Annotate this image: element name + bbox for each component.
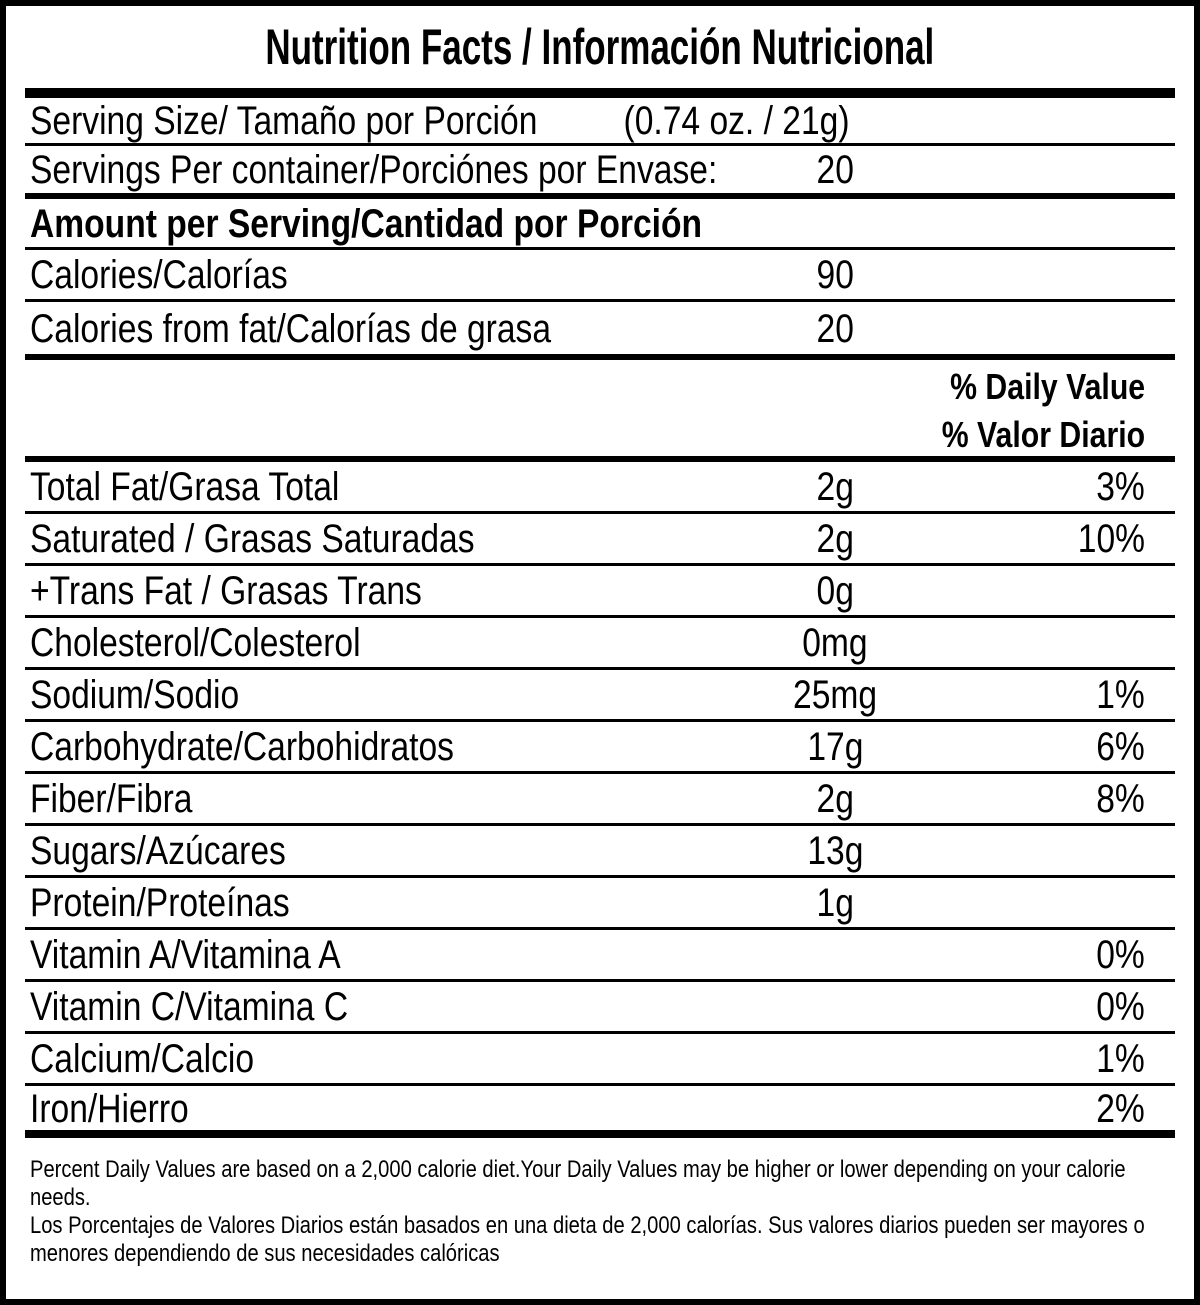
cholesterol-amount: 0mg — [802, 621, 868, 665]
calcium-row — [25, 1034, 1175, 1086]
vitamin-a-label: Vitamin A/Vitamina A — [30, 933, 341, 977]
carbohydrate-percent: 6% — [1096, 725, 1145, 769]
servings-per-container-label: Servings Per container/Porciónes por Envase: — [30, 148, 718, 192]
total-fat-label: Total Fat/Grasa Total — [30, 465, 340, 509]
protein-amount: 1g — [816, 881, 854, 925]
footnotes — [25, 1138, 1175, 1299]
page-title: Nutrition Facts / Información Nutricional — [265, 19, 935, 75]
sugars-row — [25, 826, 1175, 878]
trans-fat-label: +Trans Fat / Grasas Trans — [30, 569, 422, 613]
total-fat-amount: 2g — [816, 465, 854, 509]
daily-value-header-en-percent: % Daily Value — [950, 365, 1145, 407]
serving-size-label: Serving Size/ Tamaño por Porción — [30, 99, 538, 143]
servings-per-container-amount: 20 — [816, 148, 854, 192]
amount-per-serving-label: Amount per Serving/Cantidad por Porción — [30, 201, 703, 246]
sodium-label: Sodium/Sodio — [30, 673, 240, 717]
vitamin-c-label: Vitamin C/Vitamina C — [30, 985, 349, 1029]
fiber-row — [25, 774, 1175, 826]
amount-per-serving-row — [25, 199, 1175, 250]
cholesterol-row — [25, 618, 1175, 670]
daily-value-header-en-row — [25, 360, 1175, 411]
trans-fat-row — [25, 566, 1175, 618]
sodium-amount: 25mg — [792, 673, 878, 717]
serving-size-row — [25, 98, 1175, 146]
carbohydrate-amount: 17g — [806, 725, 864, 769]
saturated-fat-amount: 2g — [816, 517, 854, 561]
footnotes-text — [30, 1156, 1147, 1268]
sugars-amount: 13g — [806, 829, 864, 873]
footnote-es: Los Porcentajes de Valores Diarios están basados en una dieta de 2,000 calorías. Sus valores diarios pueden ser mayores o menores dependiendo de sus necesidades calóricas — [30, 1212, 1145, 1267]
sodium-percent: 1% — [1096, 673, 1145, 717]
calories-row — [25, 250, 1175, 302]
sodium-row — [25, 670, 1175, 722]
daily-value-header-es-row — [25, 411, 1175, 462]
fiber-amount: 2g — [816, 777, 854, 821]
calories-from-fat-amount: 20 — [816, 306, 854, 351]
total-fat-row — [25, 462, 1175, 514]
servings-per-container-row — [25, 146, 1175, 199]
carbohydrate-row — [25, 722, 1175, 774]
calories-from-fat-row — [25, 302, 1175, 360]
cholesterol-label: Cholesterol/Colesterol — [30, 621, 361, 665]
calories-from-fat-label: Calories from fat/Calorías de grasa — [30, 306, 552, 351]
footnote-en: Percent Daily Values are based on a 2,000 calorie diet.Your Daily Values may be higher or lower depending on your calorie needs. — [30, 1156, 1126, 1211]
label-header — [6, 6, 1194, 88]
vitamin-a-row — [25, 930, 1175, 982]
fiber-label: Fiber/Fibra — [30, 777, 193, 821]
protein-label: Protein/Proteínas — [30, 881, 290, 925]
fiber-percent: 8% — [1096, 777, 1145, 821]
calories-amount: 90 — [816, 253, 854, 297]
saturated-fat-percent: 10% — [1077, 517, 1145, 561]
vitamin-c-percent: 0% — [1096, 985, 1145, 1029]
sugars-label: Sugars/Azúcares — [30, 829, 286, 873]
iron-label: Iron/Hierro — [30, 1086, 189, 1131]
iron-percent: 2% — [1096, 1086, 1145, 1131]
calories-label: Calories/Calorías — [30, 253, 288, 297]
serving-size-amount: (0.74 oz. / 21g) — [623, 99, 850, 143]
title-separator-bar — [25, 88, 1175, 98]
total-fat-percent: 3% — [1096, 465, 1145, 509]
carbohydrate-label: Carbohydrate/Carbohidratos — [30, 725, 454, 769]
vitamin-c-row — [25, 982, 1175, 1034]
saturated-fat-row — [25, 514, 1175, 566]
calcium-percent: 1% — [1096, 1037, 1145, 1081]
trans-fat-amount: 0g — [816, 569, 854, 613]
calcium-label: Calcium/Calcio — [30, 1037, 255, 1081]
iron-row — [25, 1086, 1175, 1138]
saturated-fat-label: Saturated / Grasas Saturadas — [30, 517, 475, 561]
nutrition-table — [25, 98, 1175, 1138]
vitamin-a-percent: 0% — [1096, 933, 1145, 977]
daily-value-header-es-percent: % Valor Diario — [941, 413, 1145, 455]
protein-row — [25, 878, 1175, 930]
